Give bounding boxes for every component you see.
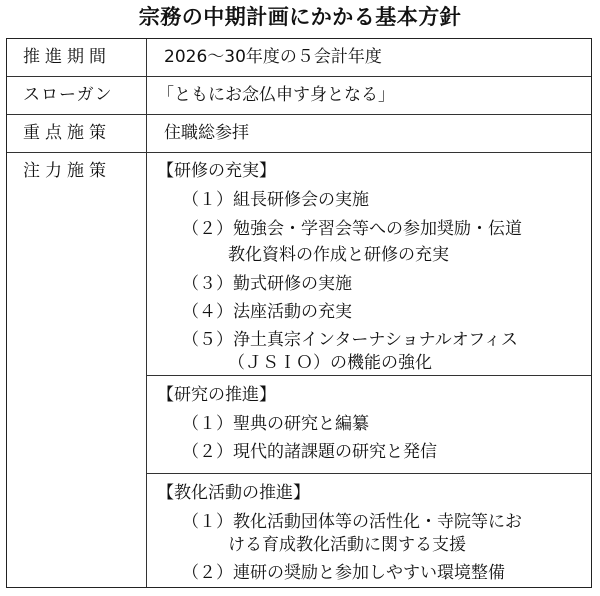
list-item: （１）聖典の研究と編纂	[182, 414, 369, 434]
focus-label: 重点施策	[23, 123, 111, 143]
section-divider	[146, 473, 591, 474]
list-item-continuation: 教化資料の作成と研修の充実	[228, 245, 449, 265]
section-heading-research: 【研究の推進】	[157, 385, 276, 405]
list-item: （５）浄土真宗インターナショナルオフィス	[182, 330, 518, 350]
row-divider	[7, 114, 591, 115]
page-title: 宗務の中期計画にかかる基本方針	[138, 5, 462, 29]
list-item: （４）法座活動の充実	[182, 302, 352, 322]
row-divider	[7, 152, 591, 153]
list-item-continuation: （ＪＳＩＯ）の機能の強化	[228, 353, 432, 373]
slogan-label: スローガン	[23, 85, 113, 105]
list-item: （３）勤式研修の実施	[182, 274, 352, 294]
policy-table	[6, 38, 592, 588]
period-label: 推進期間	[23, 47, 111, 67]
focus-value: 住職総参拝	[164, 123, 249, 143]
section-heading-outreach: 【教化活動の推進】	[157, 483, 310, 503]
column-divider	[146, 39, 147, 587]
row-divider	[7, 76, 591, 77]
period-value: 2026〜30年度の５会計年度	[164, 47, 382, 67]
list-item: （１）組長研修会の実施	[182, 190, 369, 210]
list-item: （２）連研の奨励と参加しやすい環境整備	[182, 563, 505, 583]
list-item: （２）現代的諸課題の研究と発信	[182, 442, 437, 462]
section-divider	[146, 375, 591, 376]
section-heading-training: 【研修の充実】	[157, 161, 276, 181]
list-item-continuation: ける育成教化活動に関する支援	[228, 535, 466, 555]
priority-label: 注力施策	[23, 161, 111, 181]
slogan-value: 「ともにお念仏申す身となる」	[157, 85, 395, 105]
list-item: （２）勉強会・学習会等への参加奨励・伝道	[182, 219, 522, 239]
list-item: （１）教化活動団体等の活性化・寺院等にお	[182, 512, 522, 532]
